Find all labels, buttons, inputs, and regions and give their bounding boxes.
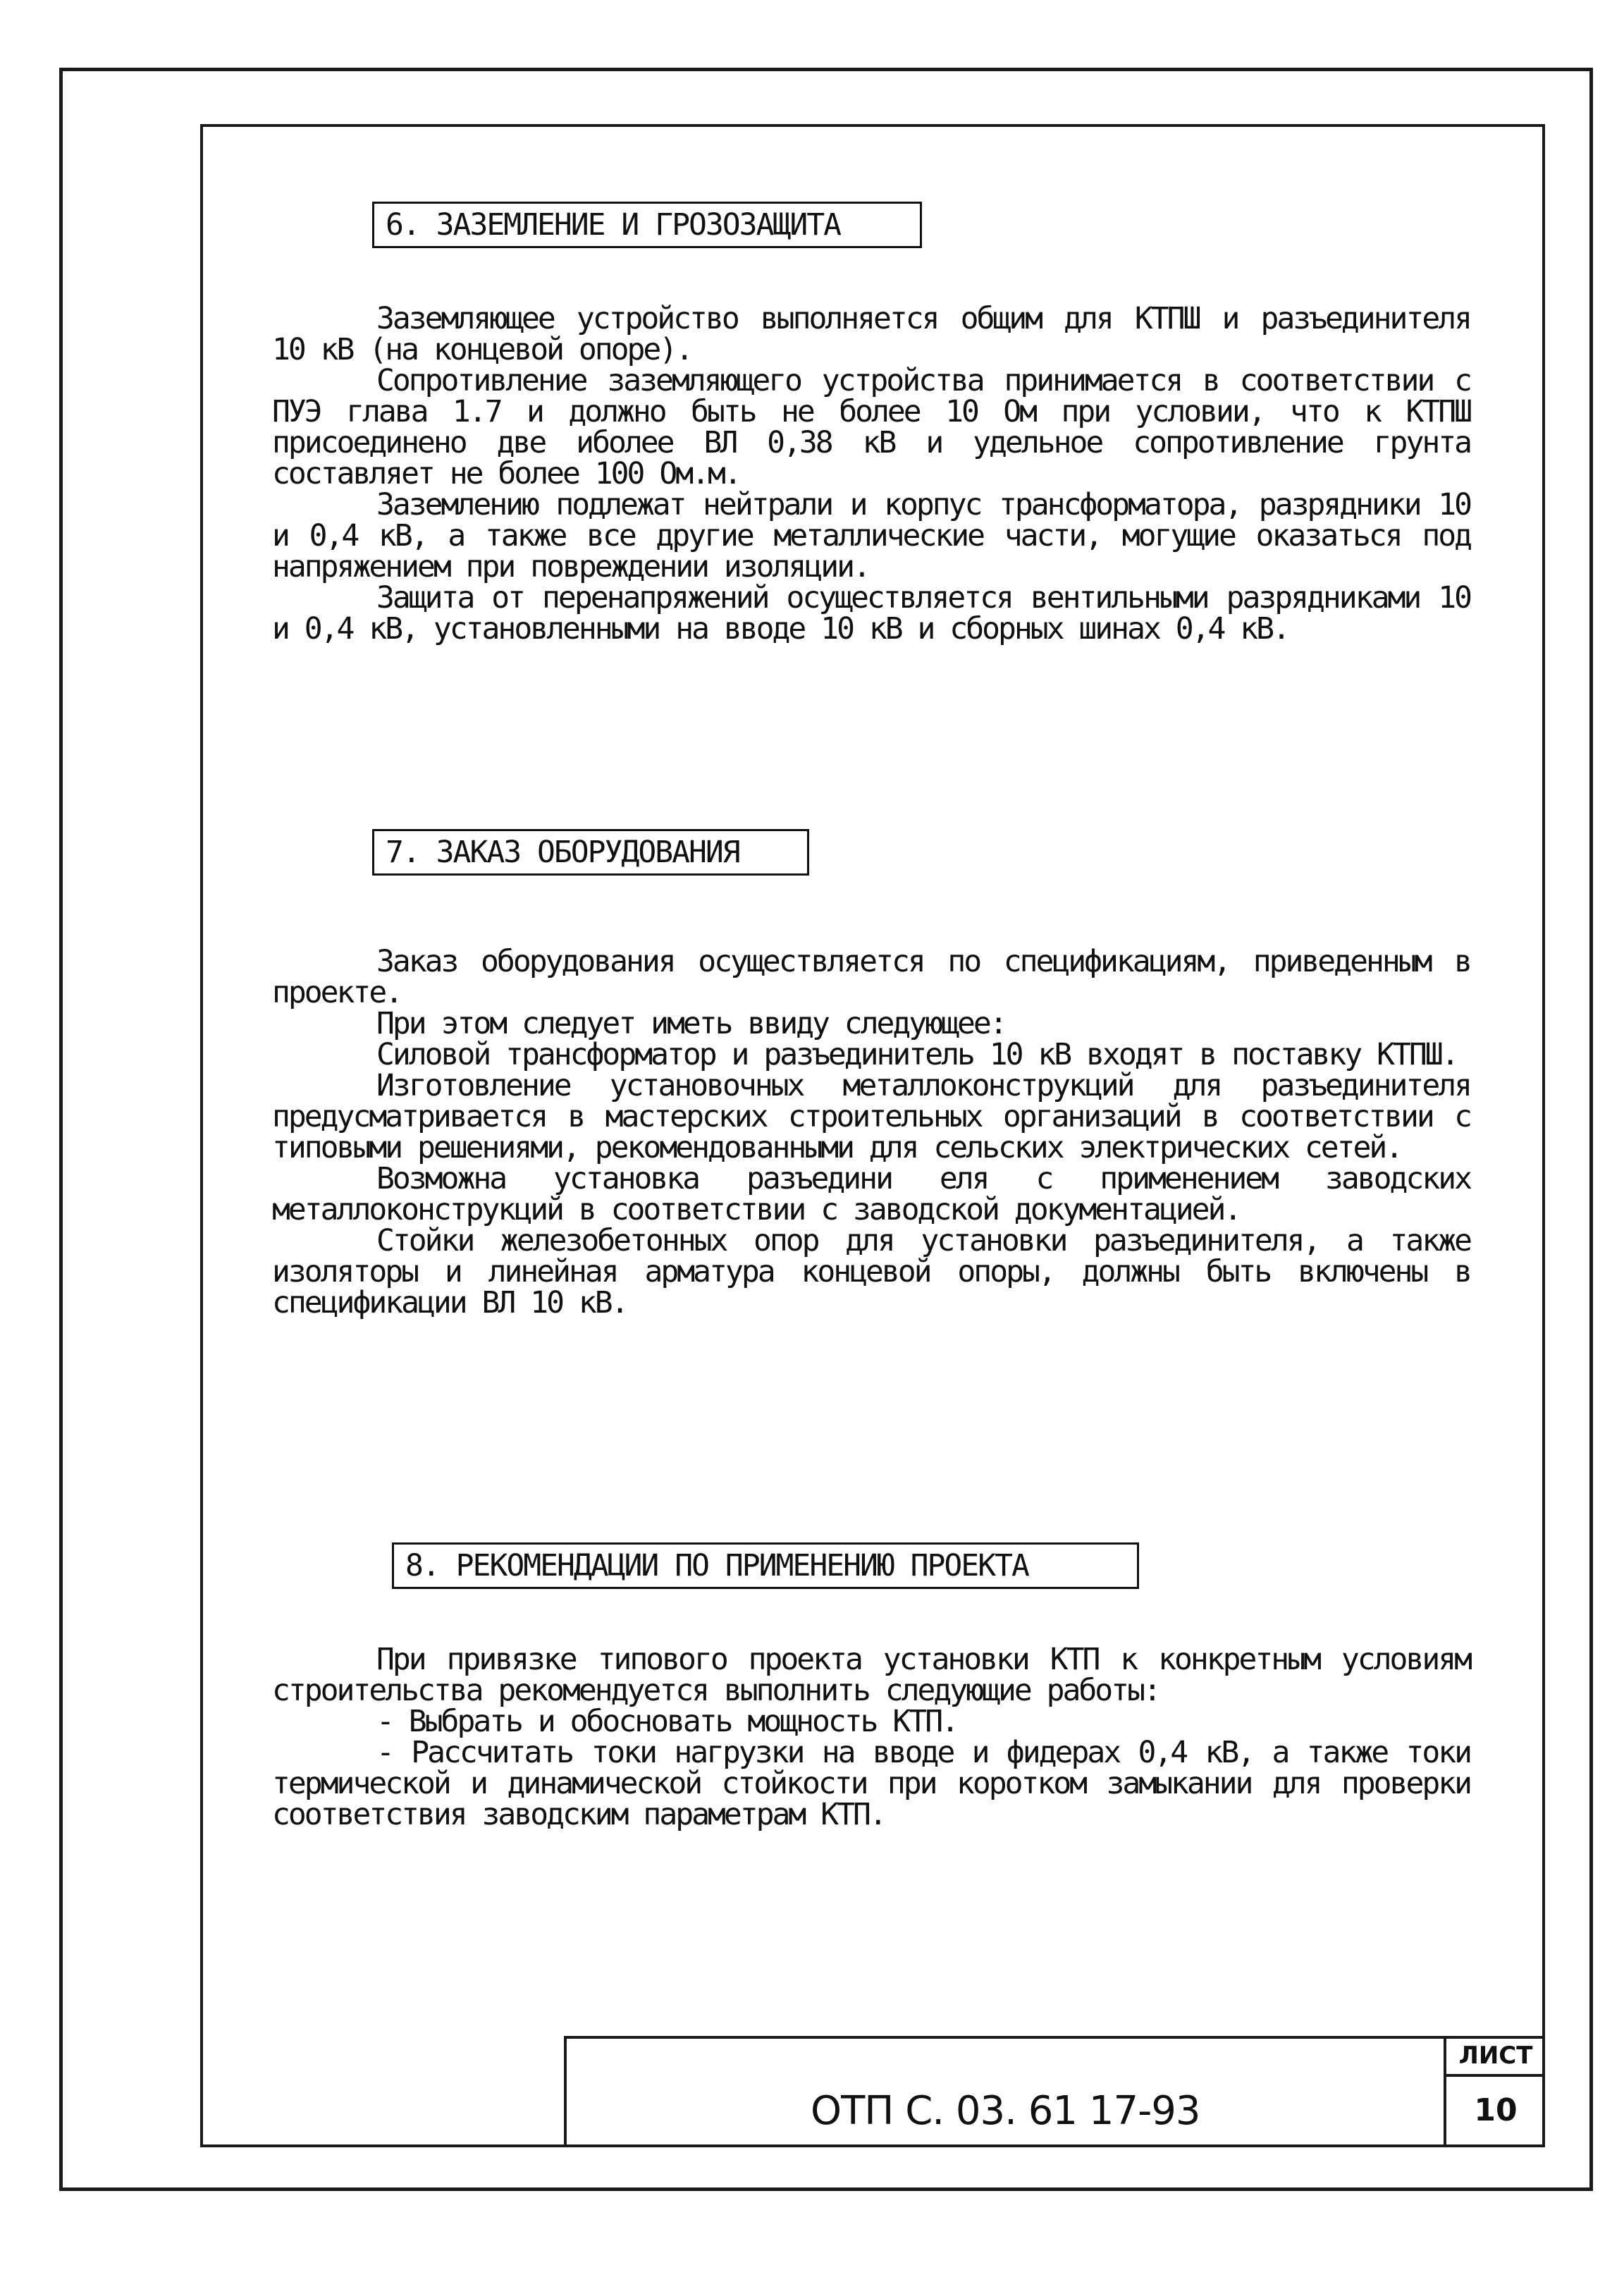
section-6-heading: 6. ЗАЗЕМЛЕНИЕ И ГРОЗОЗАЩИТА (372, 202, 922, 248)
paragraph: - Выбрать и обосновать мощность КТП. (376, 1704, 957, 1739)
paragraph: Защита от перенапряжений осуществляется вентильными разрядниками 10 и 0,4 кВ, установленными на вводе 10 кВ и сборных шинах 0,4 кВ. (272, 580, 1470, 646)
section-8-body (272, 1644, 1470, 1830)
section-6-body (272, 303, 1470, 644)
paragraph: Сопротивление заземляющего устройства принимается в соответствии с ПУЭ глава 1.7 и должно быть не более 10 Ом при условии, что к КТПШ присоединено две иболее ВЛ 0,38 кВ и удельное сопротивление грунта составляет не более 100 Ом.м. (272, 363, 1470, 491)
paragraph: При привязке типового проекта установки КТП к конкретным условиям строительства рекомендуется выполнить следующие работы: (272, 1642, 1470, 1708)
paragraph: - Рассчитать токи нагрузки на вводе и фидерах 0,4 кВ, а также токи термической и динамической стойкости при коротком замыкании для проверки соответствия заводским параметрам КТП. (272, 1735, 1470, 1832)
paragraph: Стойки железобетонных опор для установки разъединителя, а также изоляторы и линейная арматура концевой опоры, должны быть включены в спецификации ВЛ 10 кВ. (272, 1223, 1470, 1320)
paragraph: Возможна установка разъедини еля с применением заводских металлоконструкций в соответствии с заводской документацией. (272, 1161, 1470, 1227)
paragraph: Заземляющее устройство выполняется общим для КТПШ и разъединителя 10 кВ (на концевой опоре). (272, 301, 1470, 367)
paragraph: Заземлению подлежат нейтрали и корпус трансформатора, разрядники 10 и 0,4 кВ, а также все другие металлические части, могущие оказаться под напряжением при повреждении изоляции. (272, 487, 1470, 584)
section-7-heading: 7. ЗАКАЗ ОБОРУДОВАНИЯ (372, 829, 809, 876)
paragraph: Силовой трансформатор и разъединитель 10 кВ входят в поставку КТПШ. (376, 1037, 1458, 1072)
paragraph: Заказ оборудования осуществляется по спецификациям, приведенным в проекте. (272, 944, 1470, 1010)
sheet-label: ЛИСТ (1446, 2036, 1545, 2077)
document-code: ОТП С. 03. 61 17-93 (811, 2088, 1200, 2134)
paragraph: Изготовление установочных металлоконструкций для разъединителя предусматривается в мастерских строительных организаций в соответствии с типовыми решениями, рекомендованными для сельских электрических сетей. (272, 1068, 1470, 1165)
section-8-heading: 8. РЕКОМЕНДАЦИИ ПО ПРИМЕНЕНИЮ ПРОЕКТА (392, 1542, 1139, 1589)
paragraph: При этом следует иметь ввиду следующее: (376, 1006, 1006, 1041)
sheet-number: 10 (1474, 2092, 1518, 2128)
section-7-body (272, 946, 1470, 1318)
sheet-cell (1444, 2036, 1545, 2147)
